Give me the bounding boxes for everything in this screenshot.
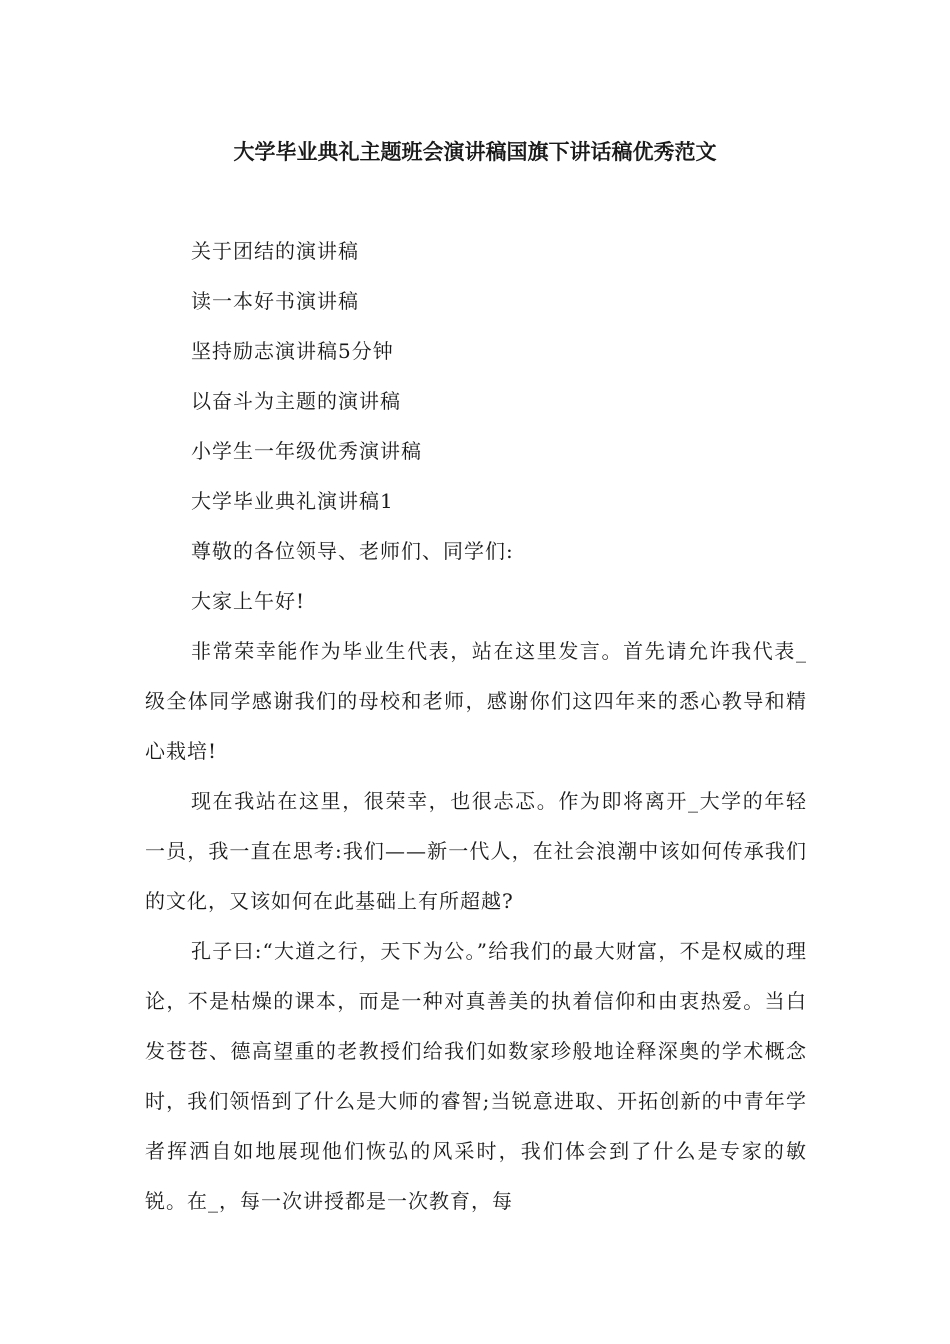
document-title: 大学毕业典礼主题班会演讲稿国旗下讲话稿优秀范文 [233,140,717,164]
paragraph: 读一本好书演讲稿 [191,289,359,313]
paragraph: 大学毕业典礼演讲稿1 [191,489,394,513]
paragraph: 现在我站在这里，很荣幸，也很忐忑。作为即将离开_大学的年轻一员，我一直在思考:我们——新一代人，在社会浪潮中该如何传承我们的文化，又该如何在此基础上有所超越? [145,789,807,913]
paragraph: 以奋斗为主题的演讲稿 [191,389,401,413]
paragraph: 尊敬的各位领导、老师们、同学们: [191,539,514,563]
paragraph: 坚持励志演讲稿5分钟 [191,339,394,363]
paragraph: 关于团结的演讲稿 [191,239,359,263]
document-body [145,226,807,1226]
paragraph: 非常荣幸能作为毕业生代表，站在这里发言。首先请允许我代表_级全体同学感谢我们的母校和老师，感谢你们这四年来的悉心教导和精心栽培! [145,639,807,763]
paragraph: 大家上午好! [191,589,306,613]
paragraph: 小学生一年级优秀演讲稿 [191,439,422,463]
paragraph: 孔子曰:“大道之行，天下为公。”给我们的最大财富，不是权威的理论，不是枯燥的课本，而是一种对真善美的执着信仰和由衷热爱。当白发苍苍、德高望重的老教授们给我们如数家珍般地诠释深奥的学术概念时，我们领悟到了什么是大师的睿智;当锐意进取、开拓创新的中青年学者挥洒自如地展现他们恢弘的风采时，我们体会到了什么是专家的敏锐。在_，每一次讲授都是一次教育，每 [145,939,807,1213]
